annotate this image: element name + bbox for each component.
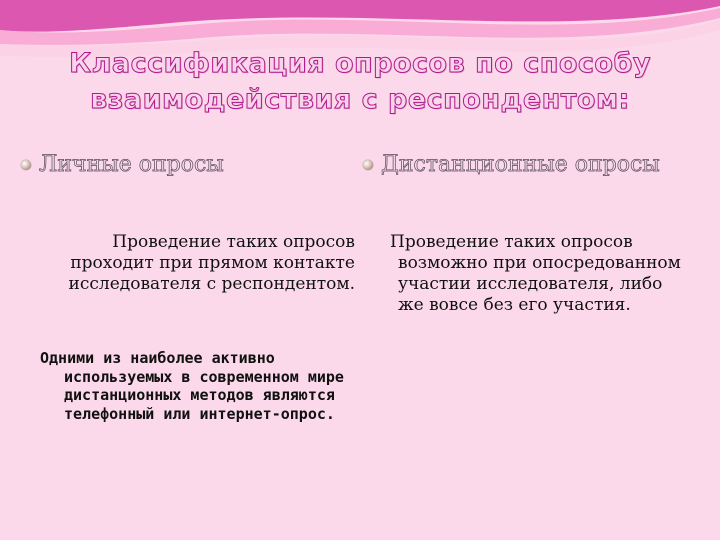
left-heading-text: Личные опросы bbox=[39, 152, 224, 177]
right-heading-text: Дистанционные опросы bbox=[381, 152, 660, 177]
bullet-icon bbox=[21, 160, 31, 170]
slide-title: Классификация опросов по способу взаимодействия с респондентом: bbox=[69, 48, 651, 115]
right-column-heading bbox=[363, 152, 660, 178]
left-column-heading bbox=[21, 152, 224, 178]
bullet-icon bbox=[363, 160, 373, 170]
remote-methods-note: Одними из наиболее активно используемых в современном мире дистанционных методов являются телефонный или интернет-опрос. bbox=[40, 349, 344, 423]
right-column-description: Проведение таких опросов возможно при опосредованном участии исследователя, либо же вовсе без его участия. bbox=[390, 232, 681, 315]
left-column-description: Проведение таких опросов проходит при прямом контакте исследователя с респондентом. bbox=[68, 232, 355, 294]
